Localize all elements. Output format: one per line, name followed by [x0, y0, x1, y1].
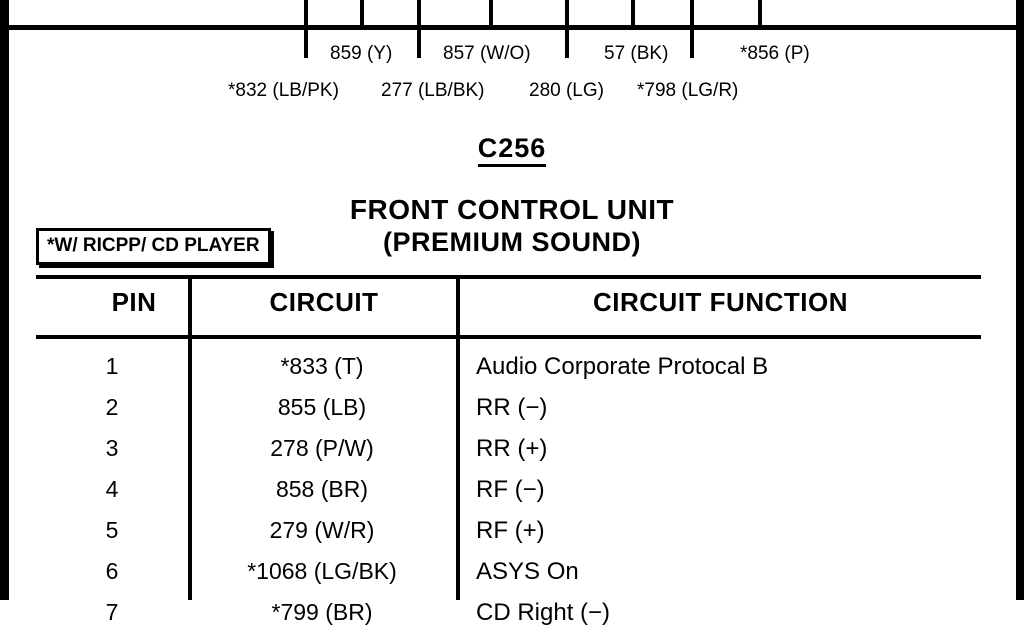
table-header-pin: PIN [111, 287, 157, 317]
cell-circuit: *833 (T) [280, 353, 364, 379]
cell-pin: 3 [105, 435, 119, 461]
table-row [36, 435, 981, 473]
page-border-right [1016, 0, 1024, 600]
table-row [36, 517, 981, 555]
cell-circuit: *1068 (LG/BK) [247, 558, 397, 584]
wire-label-upper-4: *856 (P) [740, 43, 810, 64]
cell-circuit-function: ASYS On [476, 558, 579, 585]
pin-stub-5 [565, 0, 569, 58]
table-header-circuit: CIRCUIT [269, 287, 379, 317]
wire-label-lower-3: 280 (LG) [529, 80, 604, 101]
table-header-function: CIRCUIT FUNCTION [593, 287, 848, 317]
cell-pin: 4 [105, 476, 119, 502]
table-row [36, 394, 981, 432]
pin-stub-7 [690, 0, 694, 58]
connector-id-text: C256 [478, 133, 547, 167]
cell-circuit: 278 (P/W) [270, 435, 374, 461]
cell-circuit: 279 (W/R) [269, 517, 375, 543]
table-row [36, 558, 981, 596]
page-border-left [0, 0, 9, 600]
pin-stub-6 [631, 0, 635, 25]
cell-circuit-function: CD Right (−) [476, 599, 611, 626]
unit-title-line2: (PREMIUM SOUND) [383, 227, 641, 257]
cell-circuit-function: RF (−) [476, 476, 545, 503]
table-row [36, 476, 981, 514]
wire-label-lower-1: *832 (LB/PK) [228, 80, 339, 101]
wire-label-lower-4: *798 (LG/R) [637, 80, 739, 101]
pin-stub-2 [360, 0, 364, 25]
connector-id [0, 133, 1024, 164]
unit-title-line1: FRONT CONTROL UNIT [349, 194, 675, 225]
cell-pin: 2 [105, 394, 119, 420]
cell-circuit: 855 (LB) [277, 394, 367, 420]
cell-circuit-function: RR (+) [476, 435, 548, 462]
table-row [36, 353, 981, 391]
wire-label-upper-1: 859 (Y) [330, 43, 393, 64]
table-row [36, 599, 981, 637]
cell-circuit-function: Audio Corporate Protocal B [476, 353, 769, 380]
cell-circuit: 858 (BR) [275, 476, 369, 502]
table-top-border [36, 275, 981, 279]
wire-label-upper-3: 57 (BK) [604, 43, 669, 64]
cell-pin: 6 [105, 558, 119, 584]
pin-stub-1 [304, 0, 308, 58]
legend-note: *W/ RICPP/ CD PLAYER [36, 228, 271, 265]
pin-stub-4 [489, 0, 493, 25]
pin-stub-8 [758, 0, 762, 25]
wire-label-upper-2: 857 (W/O) [443, 43, 531, 64]
cell-circuit-function: RR (−) [476, 394, 548, 421]
wire-label-lower-2: 277 (LB/BK) [381, 80, 485, 101]
cell-pin: 5 [105, 517, 119, 543]
page-border-top-rule [9, 25, 1016, 30]
cell-pin: 7 [105, 599, 119, 625]
cell-circuit-function: RF (+) [476, 517, 545, 544]
cell-pin: 1 [105, 353, 119, 379]
cell-circuit: *799 (BR) [271, 599, 373, 625]
pin-stub-3 [417, 0, 421, 58]
table-header-border [36, 335, 981, 339]
